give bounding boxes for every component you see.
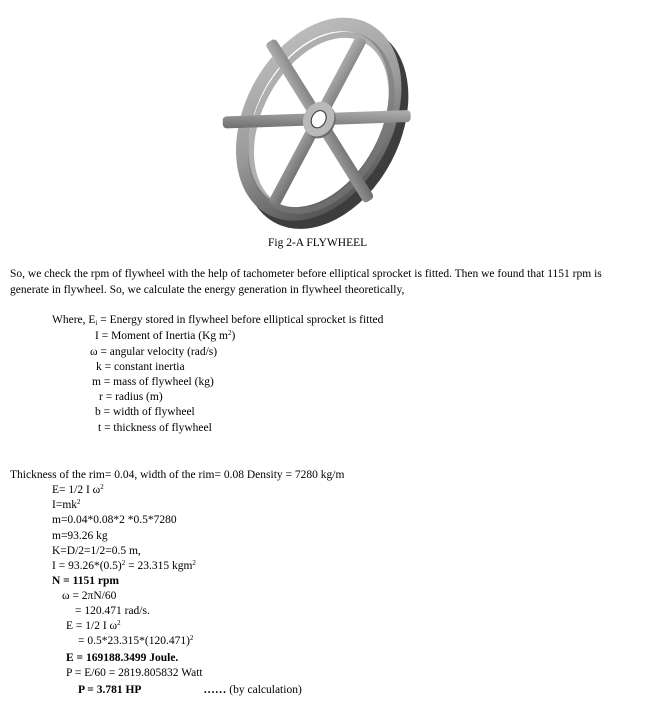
equation-power-hp: P = 3.781 HP …… (by calculation) — [78, 684, 302, 696]
where-mass: m = mass of flywheel (kg) — [92, 376, 214, 388]
equation-mass-result: m=93.26 kg — [52, 530, 108, 542]
equation-inertia-result: $I = 93.26*(0.5)^2 = 23.315$ kgm$^2$ — [52, 559, 196, 572]
paragraph-line-1: So, we check the rpm of flywheel with the help of tachometer before elliptical sprocket is fitted. Then we found that 1151 rpm is — [10, 268, 602, 280]
equation-omega-formula: ω = 2πN/60 — [62, 590, 117, 602]
equation-energy-formula: E= 1/2 I $\omega^2$ — [52, 483, 104, 496]
equation-rpm: N = 1151 rpm — [52, 575, 119, 587]
equation-inertia-formula: $I=mk^2$ — [52, 498, 81, 511]
where-inertia: I = Moment of Inertia (Kg $m^2$) — [95, 329, 236, 342]
where-thickness: t = thickness of flywheel — [98, 422, 212, 434]
where-omega: ω = angular velocity (rad/s) — [90, 346, 218, 358]
where-width: b = width of flywheel — [95, 406, 195, 418]
where-radius: r = radius (m) — [99, 391, 163, 403]
equation-omega-result: = 120.471 rad/s. — [75, 605, 150, 617]
where-energy: Where, $E_i$ = Energy stored in flywheel before elliptical sprocket is fitted — [52, 314, 384, 327]
equation-energy-substitution: = $0.5*23.315*(120.471)^2$ — [78, 634, 194, 647]
paragraph-line-2: generate in flywheel. So, we calculate the energy generation in flywheel theoretically, — [10, 284, 405, 296]
equation-k-value: K=D/2=1/2=0.5 m, — [52, 545, 141, 557]
where-k: k = constant inertia — [96, 361, 185, 373]
given-values: Thickness of the rim= 0.04, width of the rim= 0.08 Density = 7280 kg/m — [10, 469, 345, 481]
equation-mass-calc: m=0.04*0.08*2 *0.5*7280 — [52, 514, 177, 526]
flywheel-figure — [210, 6, 428, 234]
equation-energy-formula-2: E = 1/2 I $\omega^2$ — [66, 619, 121, 632]
equation-power-watt: P = E/60 = 2819.805832 Watt — [66, 667, 203, 679]
figure-caption: Fig 2-A FLYWHEEL — [268, 237, 368, 249]
equation-energy-result: E = 169188.3499 Joule. — [66, 652, 179, 664]
flywheel-illustration — [210, 6, 428, 234]
